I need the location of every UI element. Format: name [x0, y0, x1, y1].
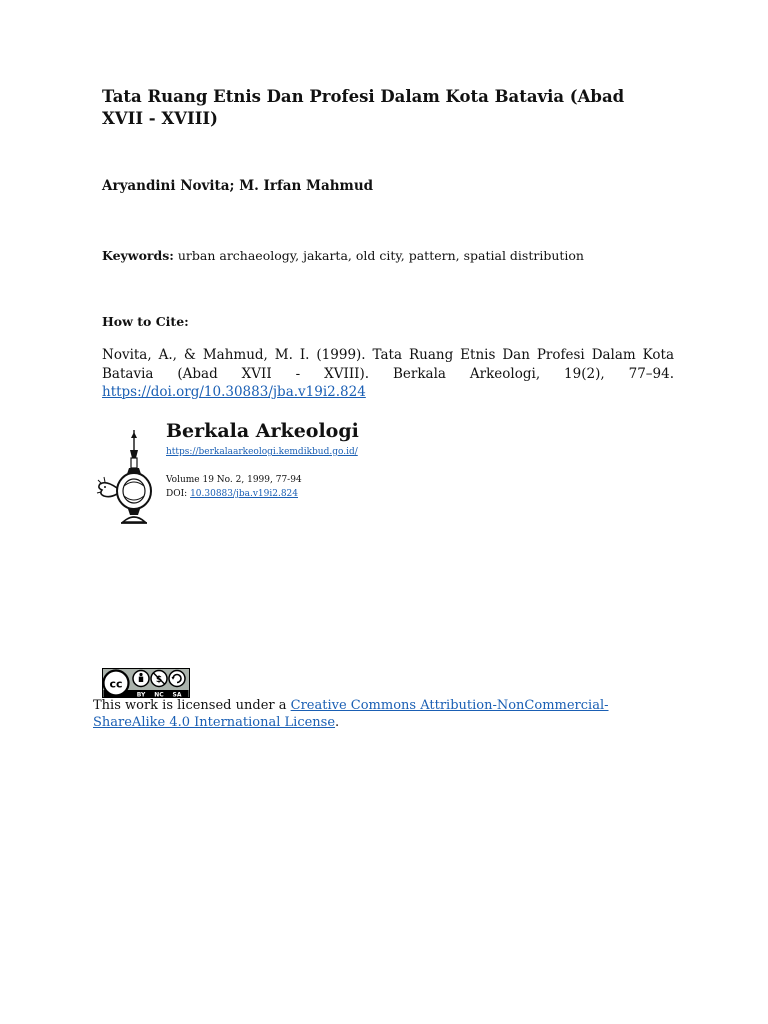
journal-doi-link[interactable]: 10.30883/jba.v19i2.824 — [190, 489, 298, 499]
cc-by-nc-sa-badge-icon[interactable] — [102, 668, 190, 698]
license-statement — [93, 697, 673, 731]
license-prefix: This work is licensed under a — [93, 698, 287, 713]
journal-url-link[interactable]: https://berkalaarkeologi.kemdikbud.go.id/ — [166, 447, 358, 457]
cc-badge-by-label: BY — [136, 691, 146, 698]
svg-text:$: $ — [155, 675, 163, 685]
article-authors: Aryandini Novita; M. Irfan Mahmud — [102, 178, 374, 194]
citation-paragraph — [102, 346, 674, 402]
license-link[interactable]: Creative Commons Attribution-NonCommercial-ShareAlike 4.0 International License — [93, 698, 609, 730]
journal-name: Berkala Arkeologi — [166, 420, 359, 442]
journal-doi-line — [166, 489, 298, 499]
journal-info-block — [96, 420, 516, 532]
keywords-line — [102, 248, 584, 263]
keywords-list: urban archaeology, jakarta, old city, pattern, spatial distribution — [177, 248, 584, 263]
cc-badge-nc-label: NC — [154, 691, 164, 698]
how-to-cite-heading: How to Cite: — [102, 314, 189, 329]
ceremonial-vessel-logo-icon — [96, 428, 158, 528]
article-title: Tata Ruang Etnis Dan Profesi Dalam Kota Batavia (Abad XVII - XVIII) — [102, 87, 625, 128]
license-suffix: . — [335, 715, 340, 730]
citation-text: Novita, A., & Mahmud, M. I. (1999). Tata Ruang Etnis Dan Profesi Dalam Kota Batavia (Abad XVII - XVIII). Berkala Arkeologi, 19(2), 77–94. — [102, 347, 674, 382]
journal-volume: Volume 19 No. 2, 1999, 77-94 — [166, 475, 302, 485]
keywords-label: Keywords: — [102, 248, 174, 263]
cc-badge-sa-label: SA — [172, 691, 182, 698]
svg-text:cc: cc — [109, 677, 123, 691]
journal-doi-label: DOI: — [166, 489, 188, 499]
citation-doi-link[interactable]: https://doi.org/10.30883/jba.v19i2.824 — [102, 384, 366, 400]
